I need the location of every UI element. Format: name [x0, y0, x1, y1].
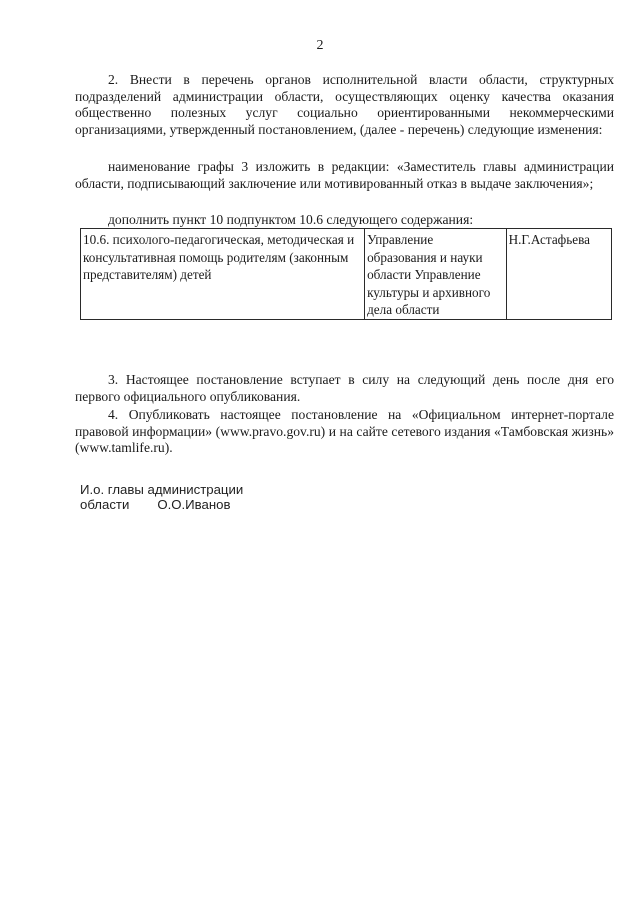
item-2-intro: 2. Внести в перечень органов исполнительной власти области, структурных подразделений администрации области, осуществляющих оценку качества оказания общественно полезных услуг социально ориентированными некоммерческими организациями, утвержденный постановлением, (далее - перечень) следующие изменения:	[75, 72, 614, 137]
signatory-name: О.О.Иванов	[157, 497, 231, 512]
item-2-rename-column: наименование графы 3 изложить в редакции: «Заместитель главы администрации области, подписывающий заключение или мотивированный отказ в выдаче заключения»;	[75, 159, 614, 191]
changes-table	[80, 228, 612, 320]
responsible-organs-cell: Управление образования и науки области Управление культуры и архивного дела области	[365, 229, 507, 320]
deputy-head-cell: Н.Г.Астафьева	[506, 229, 611, 320]
item-4: 4. Опубликовать настоящее постановление на «Официальном интернет-портале правовой информации» (www.pravo.gov.ru) и на сайте сетевого издания «Тамбовская жизнь» (www.tamlife.ru).	[75, 407, 614, 455]
table-row	[81, 229, 612, 320]
signature-position: И.о. главы администрации	[80, 482, 244, 497]
signature-region: области	[80, 497, 130, 512]
page-number: 2	[316, 38, 324, 53]
item-2-supplement: дополнить пункт 10 подпунктом 10.6 следующего содержания:	[108, 212, 474, 227]
item-3: 3. Настоящее постановление вступает в силу на следующий день после дня его первого официального опубликования.	[75, 372, 614, 404]
signature-block	[80, 482, 243, 512]
service-name-cell: 10.6. психолого-педагогическая, методическая и консультативная помощь родителям (законным представителям) детей	[81, 229, 365, 320]
